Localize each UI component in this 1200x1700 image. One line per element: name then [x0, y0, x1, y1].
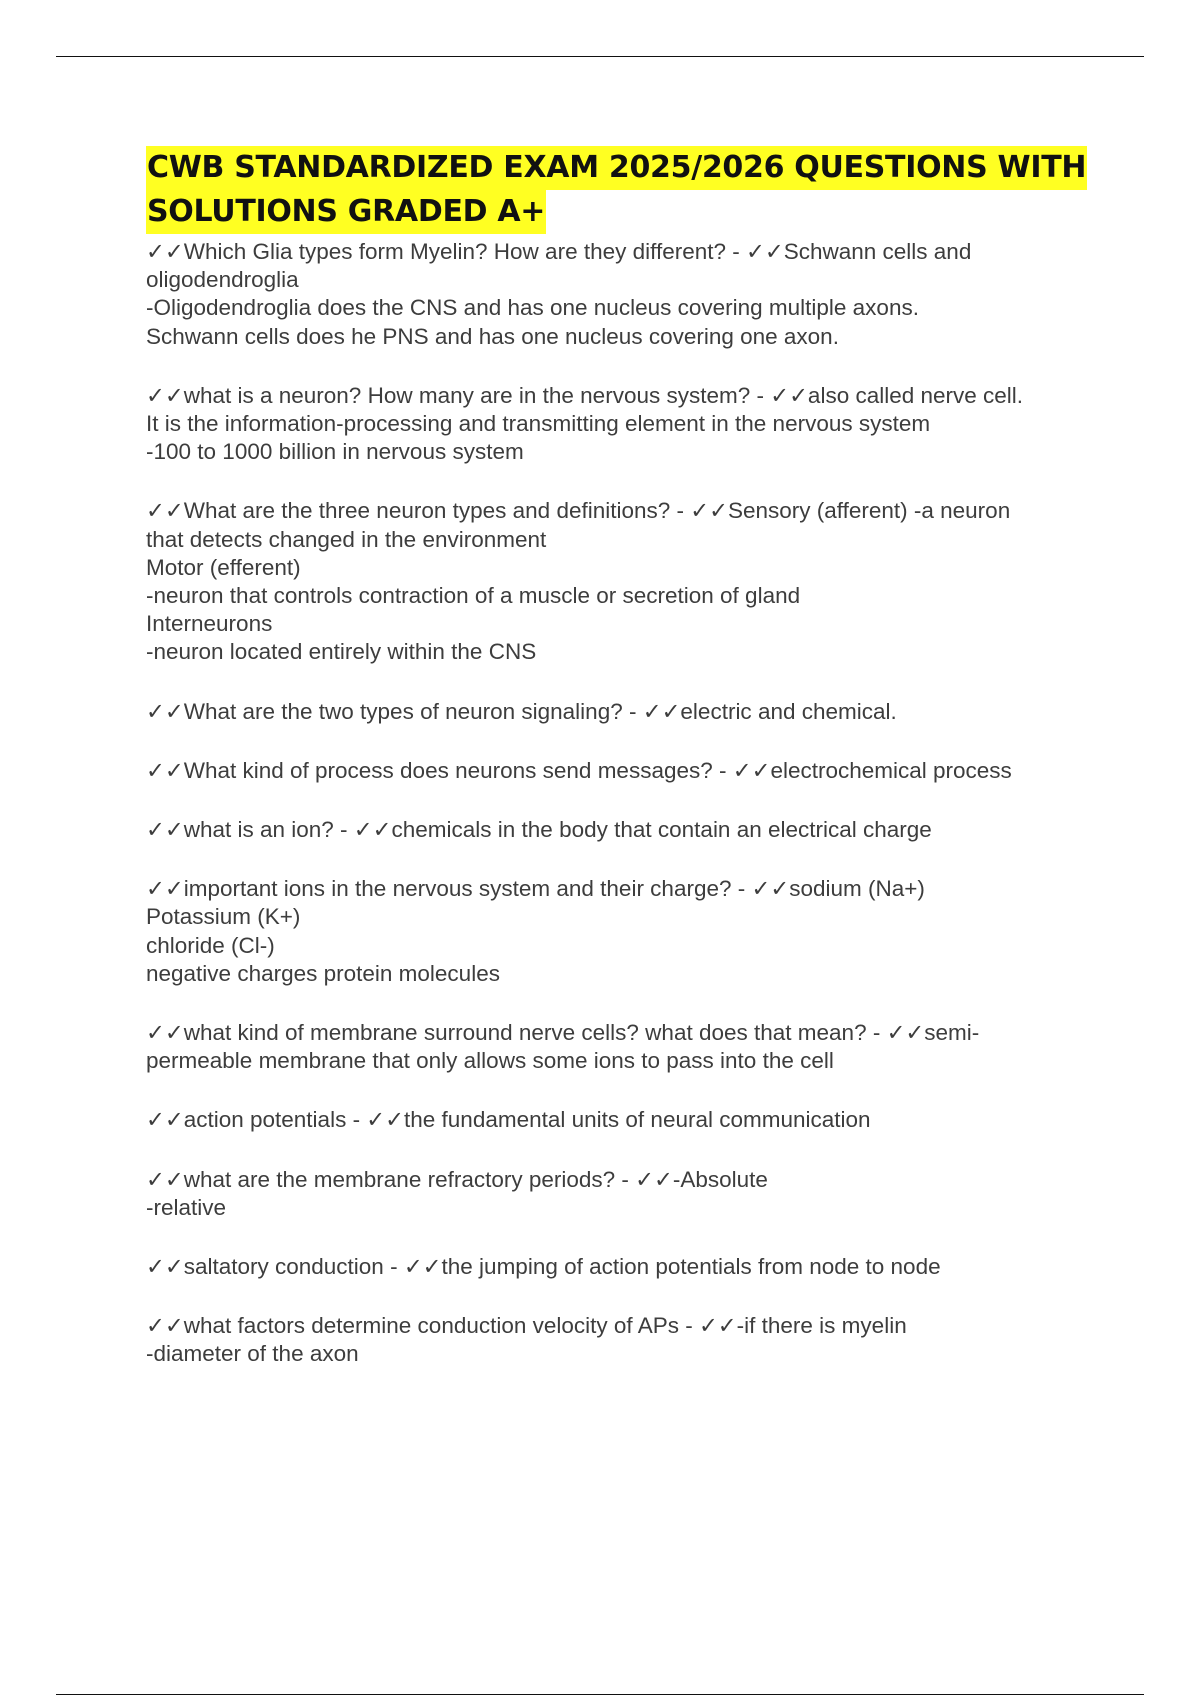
qa-item-neuron-types: ✓✓What are the three neuron types and definitions? - ✓✓Sensory (afferent) -a neuron that detects changed in the environment Motor (efferent) -neuron that controls contraction of a muscle or secretion of gland Interneurons -neuron located entirely within the CNS: [146, 498, 1011, 665]
title-line-2: SOLUTIONS GRADED A+: [146, 190, 546, 234]
qa-item-membrane: ✓✓what kind of membrane surround nerve cells? what does that mean? - ✓✓semi- permeable membrane that only allows some ions to pass into the cell: [146, 1020, 980, 1074]
qa-item-neuron: ✓✓what is a neuron? How many are in the nervous system? - ✓✓also called nerve cell. It is the information-processing and transmitting element in the nervous system -100 to 1000 billion in nervous system: [146, 382, 1024, 465]
document-body: [146, 146, 1106, 1400]
bottom-rule: [56, 1694, 1144, 1695]
qa-item-important-ions: ✓✓important ions in the nervous system and their charge? - ✓✓sodium (Na+) Potassium (K+) chloride (Cl-) negative charges protein molecules: [146, 876, 925, 986]
qa-item-process: ✓✓What kind of process does neurons send messages? - ✓✓electrochemical process: [146, 757, 1012, 783]
qa-item-saltatory: ✓✓saltatory conduction - ✓✓the jumping of action potentials from node to node: [146, 1254, 941, 1280]
qa-item-action-potentials: ✓✓action potentials - ✓✓the fundamental units of neural communication: [146, 1107, 871, 1133]
title-line-1: CWB STANDARDIZED EXAM 2025/2026 QUESTIONS WITH: [146, 146, 1087, 190]
qa-item-signaling: ✓✓What are the two types of neuron signaling? - ✓✓electric and chemical.: [146, 698, 897, 724]
qa-item-conduction-velocity: ✓✓what factors determine conduction velocity of APs - ✓✓-if there is myelin -diameter of the axon: [146, 1313, 907, 1367]
top-rule: [56, 56, 1144, 57]
qa-item-ion: ✓✓what is an ion? - ✓✓chemicals in the body that contain an electrical charge: [146, 817, 932, 843]
document-title: [146, 146, 1106, 234]
qa-item-glia-myelin: ✓✓Which Glia types form Myelin? How are they different? - ✓✓Schwann cells and oligodendroglia -Oligodendroglia does the CNS and has one nucleus covering multiple axons. Schwann cells does he PNS and has one nucleus covering one axon.: [146, 239, 972, 349]
qa-item-refractory: ✓✓what are the membrane refractory periods? - ✓✓-Absolute -relative: [146, 1166, 768, 1220]
